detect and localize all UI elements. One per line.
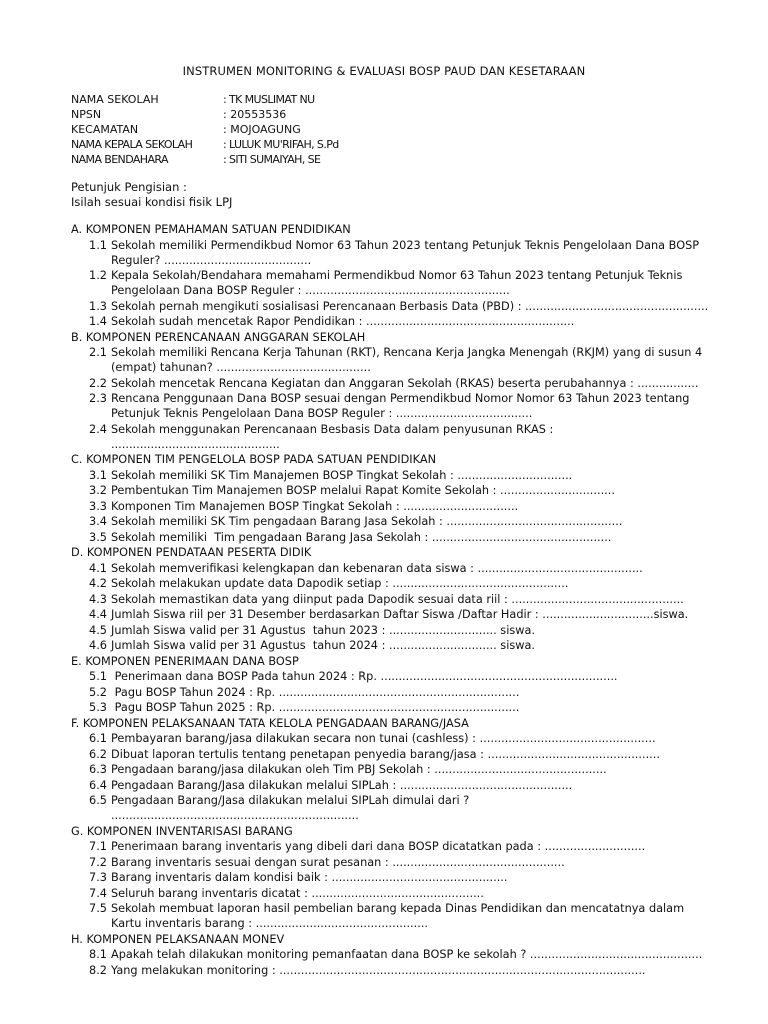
question-text: Jumlah Siswa valid per 31 Agustus tahun 2023 : .............................. siswa. [111, 623, 535, 637]
question-number: 4.3 [89, 592, 107, 606]
school-info [71, 92, 339, 167]
section-heading: F. KOMPONEN PELAKSANAAN TATA KELOLA PENGADAAN BARANG/JASA [71, 716, 469, 730]
info-row [71, 137, 339, 152]
question-text: Jumlah Siswa riil per 31 Desember berdasarkan Daftar Siswa /Daftar Hadir : ...............................siswa. [111, 608, 689, 621]
question-item [71, 268, 711, 298]
info-value: : TK MUSLIMAT NU [223, 93, 315, 106]
question-number: 8.2 [89, 963, 107, 977]
question-item [71, 238, 711, 268]
question-text: Barang inventaris dalam kondisi baik : ................................................. [111, 871, 508, 884]
question-list [71, 222, 711, 978]
question-number: 7.5 [89, 902, 107, 915]
question-text: Apakah telah dilakukan monitoring pemanfaatan dana BOSP ke sekolah ? ................................................ [111, 948, 703, 961]
question-number: 2.1 [89, 346, 107, 359]
section-heading: D. KOMPONEN PENDATAAN PESERTA DIDIK [71, 546, 312, 559]
question-item [71, 592, 711, 607]
info-value: : MOJOAGUNG [223, 123, 301, 136]
question-item [71, 345, 711, 375]
question-text: Jumlah Siswa valid per 31 Agustus tahun 2024 : .............................. siswa. [111, 639, 535, 652]
question-text: Rencana Penggunaan Dana BOSP sesuai dengan Permendikbud Nomor Nomor 63 Tahun 2023 tentang Petunjuk Teknis Pengelolaan Dana BOSP Reguler : ...................................... [111, 392, 694, 420]
question-text: Pembayaran barang/jasa dilakukan secara non tunai (cashless) : ................................................. [111, 732, 656, 745]
question-text: Dibuat laporan tertulis tentang penetapan penyedia barang/jasa : ................................................ [111, 747, 660, 761]
question-number: 6.4 [89, 778, 107, 792]
question-text: Sekolah mencetak Rencana Kegiatan dan Anggaran Sekolah (RKAS) beserta perubahannya : ................. [111, 376, 699, 390]
question-item [71, 391, 711, 421]
section-heading: G. KOMPONEN INVENTARISASI BARANG [71, 824, 293, 838]
question-number: 2.4 [89, 422, 107, 436]
question-number: 1.3 [89, 299, 107, 313]
question-item [71, 376, 711, 391]
question-text: Sekolah memiliki Tim pengadaan Barang Jasa Sekolah : .................................................. [111, 530, 612, 544]
instructions-text: Isilah sesuai kondisi fisik LPJ [71, 195, 233, 209]
question-item [71, 793, 711, 823]
question-item [71, 901, 711, 931]
info-label: NAMA KEPALA SEKOLAH [71, 138, 193, 151]
question-item [71, 576, 711, 591]
question-number: 2.2 [89, 376, 107, 390]
question-number: 7.2 [89, 855, 107, 869]
question-number: 6.3 [89, 763, 107, 776]
question-text: Sekolah memiliki Rencana Kerja Tahunan (RKT), Rencana Kerja Jangka Menengah (RKJM) yang di susun 4 (empat) tahunan? ........................................... [111, 346, 706, 374]
question-text: Sekolah melakukan update data Dapodik setiap : ................................................. [111, 577, 569, 590]
question-item [71, 839, 711, 854]
question-text: Sekolah memastikan data yang diinput pada Dapodik sesuai data riil : ................................................ [111, 592, 684, 606]
section-heading: E. KOMPONEN PENERIMAAN DANA BOSP [71, 654, 299, 668]
question-number: 3.1 [89, 468, 107, 482]
question-number: 4.5 [89, 623, 107, 637]
question-item [71, 685, 711, 700]
question-item [71, 561, 711, 576]
question-text: Yang melakukan monitoring : ...................................................................................................... [111, 963, 646, 977]
info-value: : LULUK MU'RIFAH, S.Pd [223, 138, 339, 151]
question-number: 1.2 [89, 269, 107, 282]
info-row [71, 152, 339, 167]
question-item [71, 514, 711, 529]
question-text: Sekolah memverifikasi kelengkapan dan kebenaran data siswa : .............................................. [111, 561, 643, 575]
question-number: 5.3 [89, 701, 107, 714]
question-text: Pagu BOSP Tahun 2025 : Rp. ................................................................... [111, 701, 520, 714]
question-item [71, 963, 711, 978]
question-item [71, 700, 711, 715]
question-item [71, 731, 711, 746]
info-label: NAMA BENDAHARA [71, 153, 168, 166]
question-item [71, 870, 711, 885]
section-heading: B. KOMPONEN PERENCANAAN ANGGARAN SEKOLAH [71, 330, 366, 344]
instructions [71, 180, 232, 210]
question-text: Penerimaan dana BOSP Pada tahun 2024 : Rp. .................................................................. [111, 670, 618, 683]
question-item [71, 314, 711, 329]
info-row [71, 107, 339, 122]
question-item [71, 747, 711, 762]
question-item [71, 499, 711, 514]
question-item [71, 299, 711, 314]
question-number: 3.5 [89, 530, 107, 544]
question-number: 5.1 [89, 670, 107, 683]
question-number: 6.2 [89, 747, 107, 761]
question-number: 7.1 [89, 840, 107, 853]
question-number: 8.1 [89, 948, 107, 961]
question-number: 4.4 [89, 608, 107, 621]
question-number: 7.4 [89, 886, 107, 900]
question-text: Pengadaan Barang/Jasa dilakukan melalui SIPLah dimulai dari ? ..................................................................... [111, 794, 473, 822]
question-item [71, 669, 711, 684]
info-label: NAMA SEKOLAH [71, 93, 159, 106]
question-number: 3.3 [89, 499, 107, 513]
question-item [71, 855, 711, 870]
question-number: 4.2 [89, 577, 107, 590]
question-number: 1.4 [89, 315, 107, 328]
question-item [71, 468, 711, 483]
question-text: Komponen Tim Manajemen BOSP Tingkat Sekolah : ................................ [111, 499, 519, 513]
info-label: KECAMATAN [71, 123, 139, 136]
question-text: Sekolah menggunakan Perencanaan Besbasis Data dalam penyusunan RKAS : ............................................... [111, 422, 557, 451]
question-text: Penerimaan barang inventaris yang dibeli dari dana BOSP dicatatkan pada : ............................ [111, 840, 646, 853]
question-item [71, 886, 711, 901]
info-row [71, 92, 339, 107]
question-item [71, 607, 711, 622]
question-item [71, 530, 711, 545]
question-number: 2.3 [89, 392, 107, 405]
question-number: 4.6 [89, 639, 107, 652]
question-text: Pembentukan Tim Manajemen BOSP melalui Rapat Komite Sekolah : ................................ [111, 484, 615, 497]
question-number: 6.1 [89, 732, 107, 745]
question-item [71, 778, 711, 793]
question-number: 5.2 [89, 685, 107, 699]
info-label: NPSN [71, 108, 102, 121]
question-number: 4.1 [89, 561, 107, 575]
question-text: Pengadaan Barang/Jasa dilakukan melalui SIPLah : ................................................ [111, 778, 573, 792]
document-title: INSTRUMEN MONITORING & EVALUASI BOSP PAUD DAN KESETARAAN [182, 64, 586, 78]
question-text: Sekolah pernah mengikuti sosialisasi Perencanaan Berbasis Data (PBD) : ................................................... [111, 299, 709, 313]
info-row [71, 122, 339, 137]
question-number: 1.1 [89, 238, 107, 252]
question-text: Sekolah memiliki SK Tim pengadaan Barang Jasa Sekolah : ................................................. [111, 515, 623, 528]
question-item [71, 483, 711, 498]
section-heading: A. KOMPONEN PEMAHAMAN SATUAN PENDIDIKAN [71, 223, 351, 236]
question-text: Seluruh barang inventaris dicatat : ................................................ [111, 886, 484, 900]
question-text: Pagu BOSP Tahun 2024 : Rp. ................................................................... [111, 685, 520, 699]
section-heading: H. KOMPONEN PELAKSANAAN MONEV [71, 932, 285, 946]
info-value: : SITI SUMAIYAH, SE [223, 153, 321, 166]
question-text: Sekolah sudah mencetak Rapor Pendidikan : .......................................................... [111, 315, 575, 328]
question-text: Sekolah membuat laporan hasil pembelian barang kepada Dinas Pendidikan dan mencatatnya dalam Kartu inventaris barang : ................................................ [111, 902, 688, 930]
question-text: Sekolah memiliki SK Tim Manajemen BOSP Tingkat Sekolah : ................................ [111, 468, 573, 482]
question-number: 7.3 [89, 871, 107, 884]
question-text: Kepala Sekolah/Bendahara memahami Permendikbud Nomor 63 Tahun 2023 tentang Petunjuk Teknis Pengelolaan Dana BOSP Reguler : ......................................................... [111, 269, 686, 297]
question-text: Barang inventaris sesuai dengan surat pesanan : ................................................ [111, 855, 565, 869]
section-heading: C. KOMPONEN TIM PENGELOLA BOSP PADA SATUAN PENDIDIKAN [71, 453, 437, 466]
question-item [71, 762, 711, 777]
question-item [71, 623, 711, 638]
question-item [71, 422, 711, 452]
instructions-heading: Petunjuk Pengisian : [71, 180, 187, 194]
question-text: Sekolah memiliki Permendikbud Nomor 63 Tahun 2023 tentang Petunjuk Teknis Pengelolaan Dana BOSP Reguler? ......................................... [111, 238, 703, 267]
info-value: : 20553536 [223, 108, 287, 121]
question-number: 6.5 [89, 794, 107, 807]
question-number: 3.4 [89, 515, 107, 528]
question-text: Pengadaan barang/jasa dilakukan oleh Tim PBJ Sekolah : ................................................ [111, 763, 607, 776]
question-item [71, 638, 711, 653]
question-number: 3.2 [89, 484, 107, 497]
question-item [71, 947, 711, 962]
